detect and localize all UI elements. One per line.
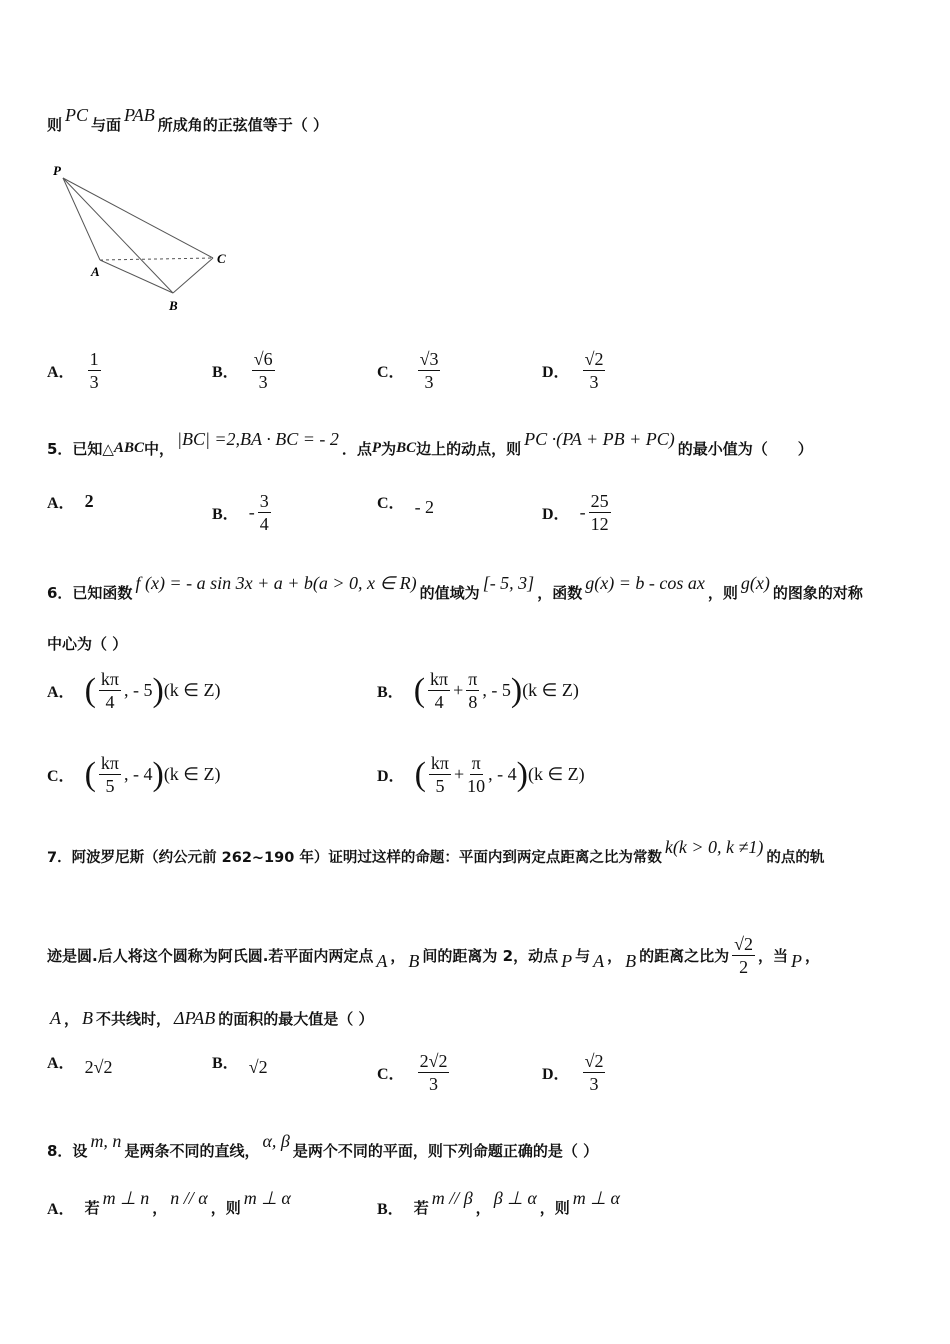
text: , - 4 [488,764,517,784]
math-p: P [561,950,573,971]
denominator: 5 [105,776,115,796]
denominator: 4 [259,514,269,534]
text: , - 4 [123,764,153,784]
denominator: 5 [435,776,445,796]
text: 中， [144,440,175,458]
q7-option-a[interactable] [47,1050,113,1077]
q4-stem [47,105,328,135]
option-label: B． [212,364,239,381]
text: ， [475,1199,491,1217]
q7-stem-line2 [47,925,820,985]
numerator: π [468,669,478,689]
option-label: A． [47,364,75,381]
math-expression: m ⊥ α [572,1188,620,1208]
text: 不共线时， [96,1010,172,1028]
math-expression: k(k > 0, k ≠1) [664,837,764,857]
text: 与 [575,946,591,965]
text: ， [152,1199,168,1217]
condition: (k ∈ Z) [163,764,221,784]
numerator: 2√2 [419,1051,448,1071]
condition: (k ∈ Z) [163,680,221,700]
numerator: kπ [430,669,449,689]
q7-stem-line3 [47,1008,374,1029]
text: ， [805,946,821,965]
text: ，则 [707,584,738,602]
text: , - 5 [482,680,511,700]
option-label: C． [377,364,405,381]
numerator: 3 [259,491,269,511]
text: 与面 [91,116,122,134]
option-label: B． [377,1201,404,1218]
denominator: 3 [89,372,99,392]
option-label: D． [542,364,570,381]
text: 的点的轨 [766,850,825,866]
numerator: kπ [430,753,449,773]
text: 边上的动点，则 [416,440,522,458]
math-expression: f (x) = - a sin 3x + a + b(a > 0, x ∈ R) [135,573,417,593]
q7-option-d[interactable] [542,1050,608,1095]
denominator: 3 [424,372,434,392]
text: ，则 [539,1199,570,1217]
text: 若 [84,1199,100,1217]
text: ABC [113,440,144,456]
numerator: π [471,753,481,773]
math-expression: ΔPAB [174,1008,216,1028]
option-label: D． [542,506,570,523]
sign: - [579,502,586,522]
option-label: A． [47,684,75,701]
option-value: 2 [84,491,94,511]
option-label: A． [47,1201,75,1218]
q6-option-a[interactable]: A． ( $\frac{k\pi}{4}$ , - 5 ) (k ∈ Z) [47,669,221,712]
denominator: 12 [590,514,609,534]
math-expression: |BC| =2,BA · BC = - 2 [177,429,339,449]
denominator: 3 [429,1074,438,1094]
math-expression: m ⊥ n [102,1188,150,1208]
text: 是两个不同的平面，则下列命题正确的是（ ） [292,1142,599,1160]
label-c: C [217,251,226,266]
q4-option-c[interactable] [377,348,443,393]
math-expression: n // α [170,1188,208,1208]
text: 7．阿波罗尼斯（约公元前 262~190 年）证明过这样的命题：平面内到两定点距离之比为常数 [47,850,662,866]
math-b: B [408,950,420,971]
numerator: √6 [253,349,273,369]
q5-stem [47,429,813,459]
math-expression: [- 5, 3] [482,573,535,593]
q4-option-b[interactable] [212,348,278,393]
math-pc: PC [65,105,89,125]
math-expression: m, n [90,1131,122,1151]
text: 的值域为 [419,584,480,602]
numerator: kπ [100,669,119,689]
text: 8．设 [47,1142,88,1160]
text: ， [64,1010,80,1028]
q5-option-d[interactable] [542,490,614,535]
numerator: √3 [419,349,439,369]
text: 5．已知△ [47,440,114,458]
q8-option-a[interactable] [47,1188,294,1219]
text: ，当 [758,946,789,965]
math-b: B [82,1008,94,1028]
q7-stem-line1 [47,837,825,867]
numerator: 1 [89,349,99,369]
numerator: √2 [734,933,754,954]
option-value: √2 [248,1057,268,1077]
text: 间的距离为 2，动点 [422,946,559,965]
text: 中心为（ ） [47,635,128,653]
denominator: 2 [739,956,749,977]
option-label: A． [47,495,75,512]
denominator: 4 [105,692,115,712]
option-label: D． [542,1066,570,1083]
label-b: B [169,298,178,313]
math-expression: g(x) [740,573,770,593]
numerator: kπ [100,753,119,773]
q8-option-b[interactable] [377,1188,623,1219]
option-label: B． [212,506,239,523]
option-value: 2√2 [84,1057,113,1077]
text: ，则 [210,1199,241,1217]
text: 的图象的对称 [772,584,863,602]
q5-option-a[interactable] [47,490,94,513]
q4-option-d[interactable] [542,348,608,393]
q5-option-c[interactable] [377,490,435,517]
option-label: B． [212,1055,239,1072]
text: 的最小值为（ ） [677,440,813,458]
text: + [453,680,464,700]
math-expression: PC ·(PA + PB + PC) [524,429,675,449]
denominator: 10 [467,776,486,796]
condition: (k ∈ Z) [527,764,585,784]
text: 所成角的正弦值等于（ ） [157,116,328,134]
numerator: 25 [590,491,609,511]
math-a: A [50,1008,61,1028]
option-value: - 2 [414,497,435,517]
denominator: 8 [468,692,478,712]
math-a: A [376,950,388,971]
q6-option-b[interactable]: B． ( $\frac{k\pi}{4}$ + $\frac{\pi}{8}$ , - 5 ) (k ∈ Z) [377,669,579,712]
math-pab: PAB [124,105,155,125]
text: P [371,440,382,456]
numerator: √2 [584,349,604,369]
sign: - [248,502,255,522]
text: 为 [381,440,397,458]
math-a: A [593,950,605,971]
math-expression: m // β [431,1188,473,1208]
option-label: B． [377,684,404,701]
text: ．点 [341,440,372,458]
text: BC [396,440,417,456]
text: ，函数 [537,584,583,602]
text: , - 5 [123,680,153,700]
text: 迹是圆.后人将这个圆称为阿氏圆.若平面内两定点 [47,946,374,965]
denominator: 4 [434,692,444,712]
q5-option-b[interactable] [212,490,274,535]
option-label: C． [377,495,405,512]
math-expression: m ⊥ α [243,1188,291,1208]
q7-option-b[interactable] [212,1050,268,1077]
denominator: 3 [589,372,599,392]
text: ， [390,946,406,965]
label-a: A [91,264,100,279]
math-expression: α, β [262,1131,290,1151]
math-expression: β ⊥ α [493,1188,537,1208]
label-p: P [53,163,61,178]
math-b: B [625,950,637,971]
q6-stem-line2 [47,633,127,654]
q6-option-d[interactable]: D． ( $\frac{k\pi}{5}$ + $\frac{\pi}{10}$ , - 4 ) (k ∈ Z) [377,753,585,796]
option-label: D． [377,768,405,785]
pyramid-figure [45,158,245,318]
option-label: C． [47,768,75,785]
q6-option-c[interactable]: C． ( $\frac{k\pi}{5}$ , - 4 ) (k ∈ Z) [47,753,221,796]
text: + [453,764,465,784]
text: 是两条不同的直线， [124,1142,260,1160]
option-label: A． [47,1055,75,1072]
q8-stem [47,1131,599,1161]
q4-option-a[interactable] [47,348,104,393]
text: 6．已知函数 [47,584,133,602]
text: 若 [413,1199,429,1217]
denominator: 3 [589,1074,599,1094]
text: ， [607,946,623,965]
math-p: P [791,950,803,971]
math-expression: g(x) = b - cos ax [585,573,705,593]
q7-option-c[interactable] [377,1050,452,1095]
text: 则 [47,116,63,134]
text: 的面积的最大值是（ ） [218,1010,374,1028]
option-label: C． [377,1066,405,1083]
condition: (k ∈ Z) [522,680,579,700]
denominator: 3 [258,372,268,392]
q6-stem [47,573,863,603]
text: 的距离之比为 [639,946,730,965]
numerator: √2 [584,1051,604,1071]
